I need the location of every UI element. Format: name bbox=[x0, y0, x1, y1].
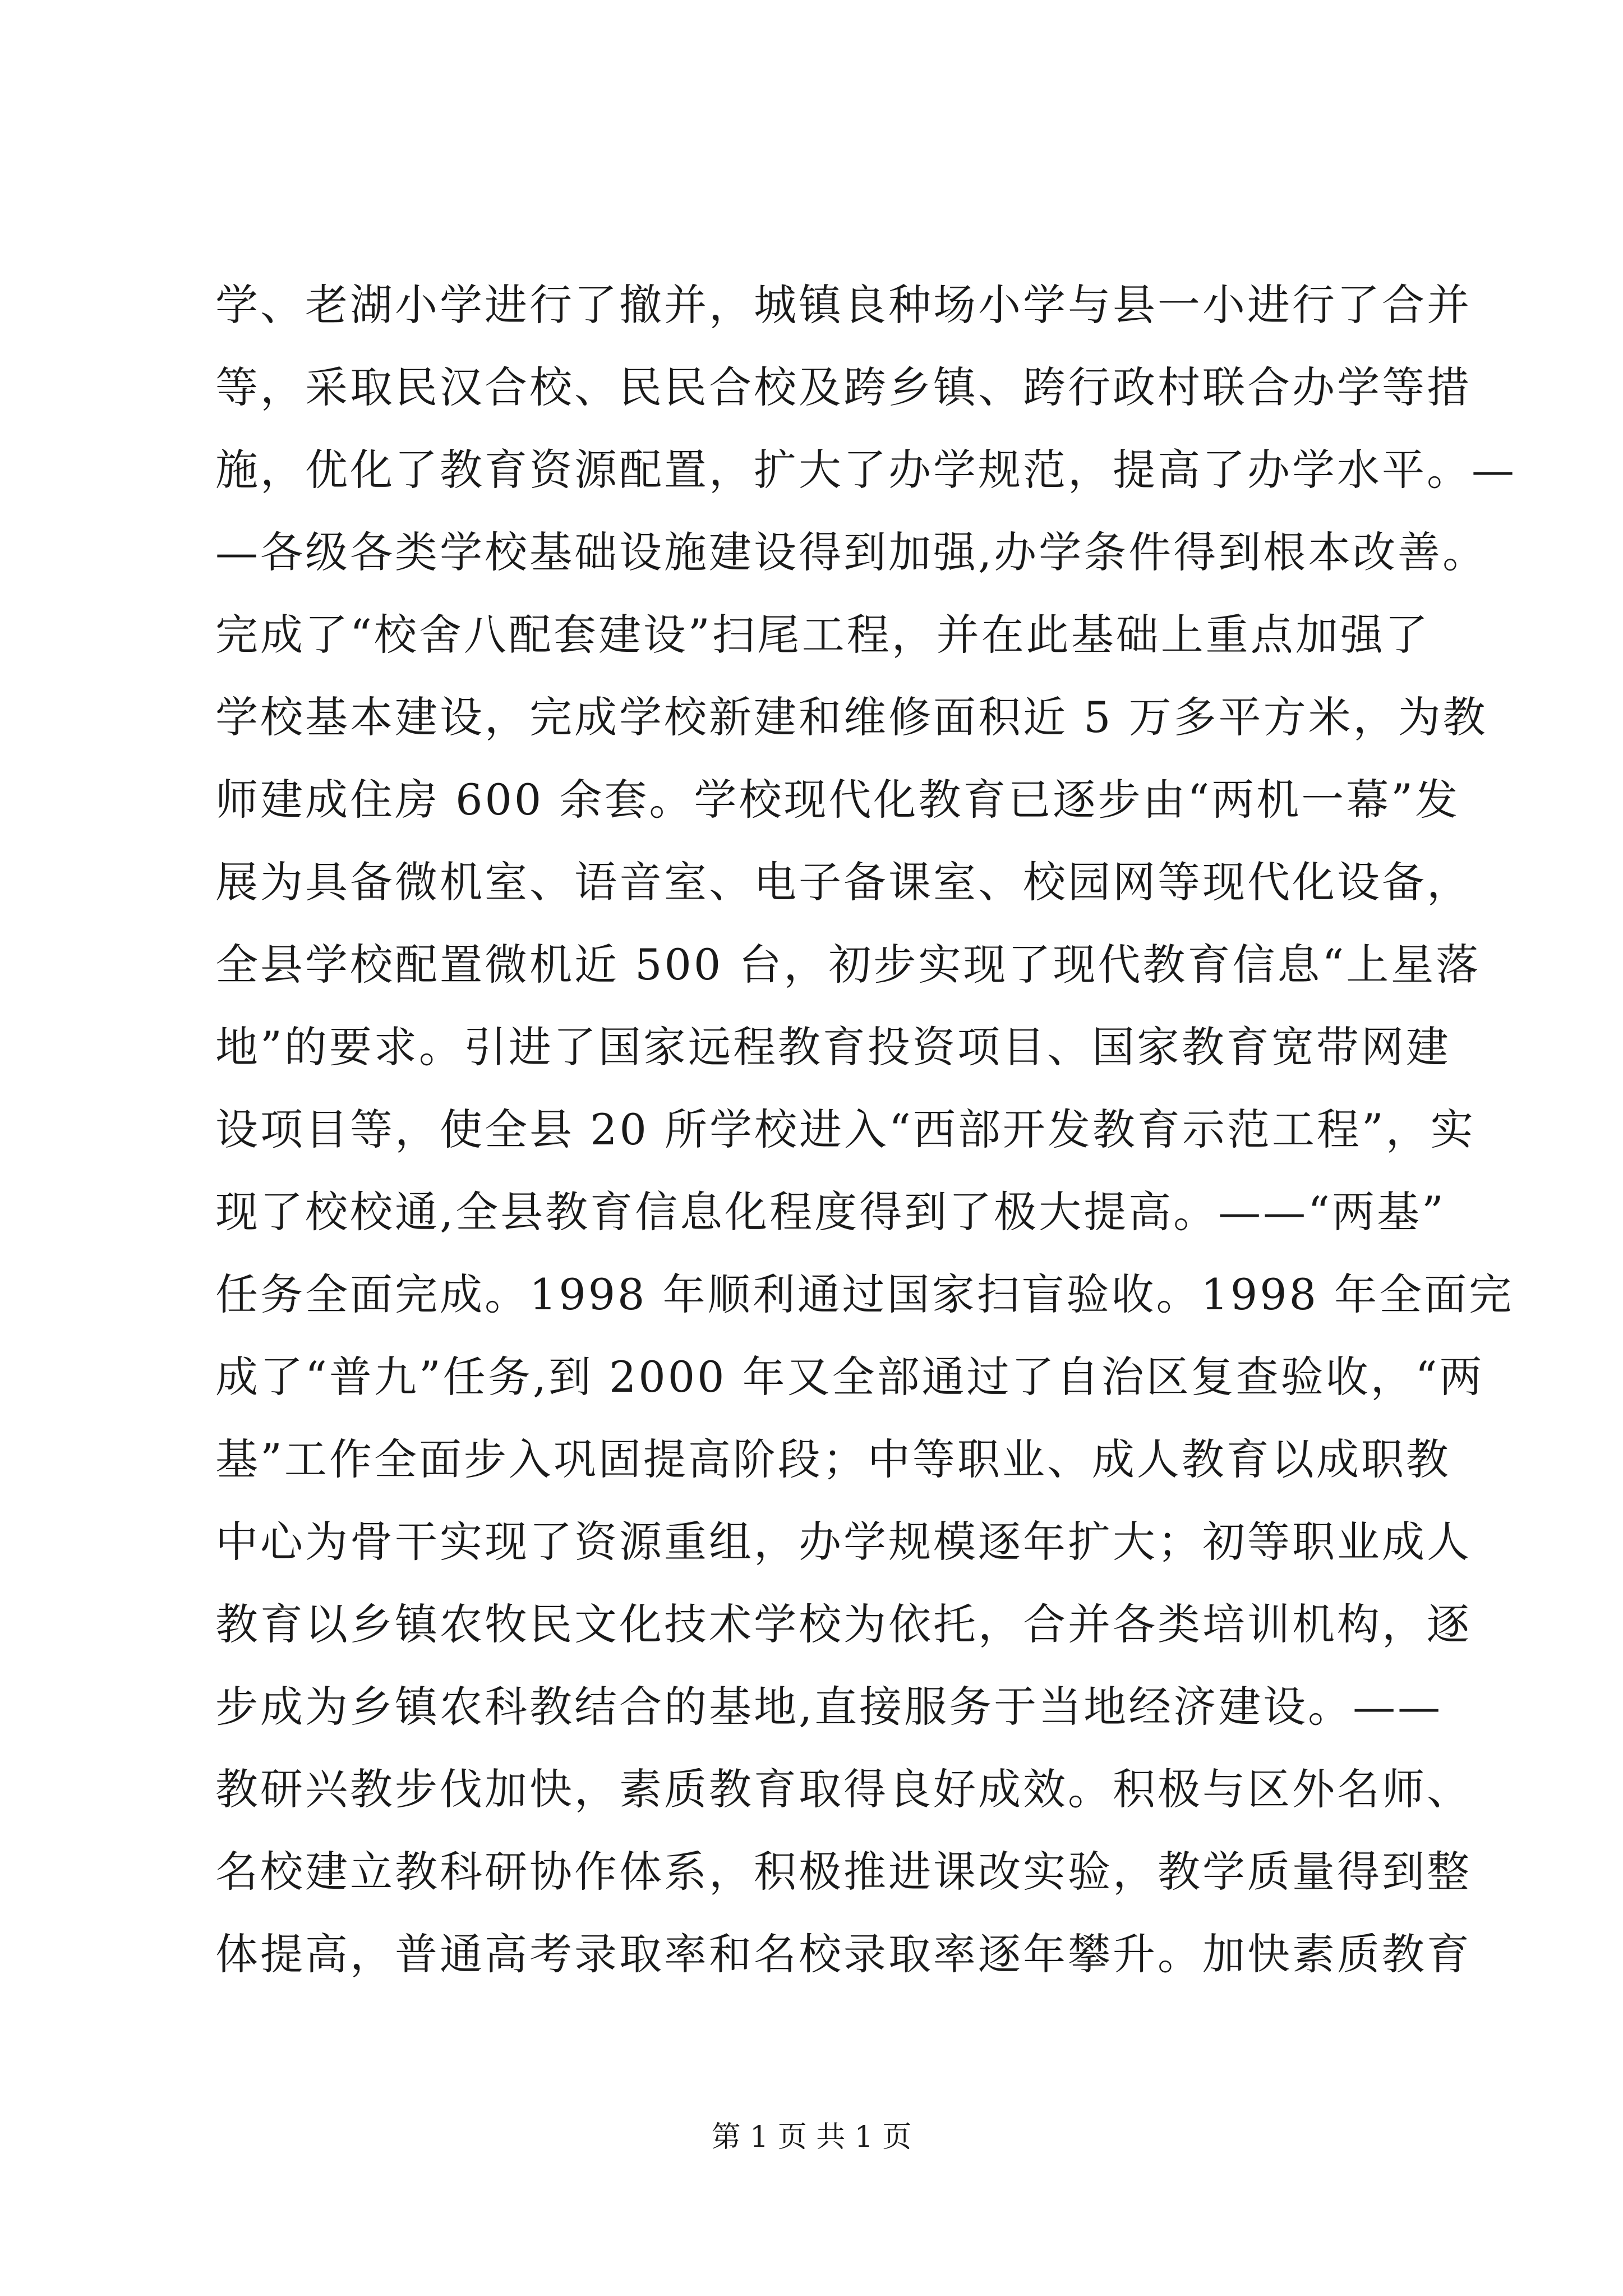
text-line: 完成了“校舍八配套建设”扫尾工程，并在此基础上重点加强了 bbox=[215, 610, 1430, 660]
page-number-footer: 第 1 页 共 1 页 bbox=[711, 2120, 912, 2154]
text-line: 任务全面完成。1998 年顺利通过国家扫盲验收。1998 年全面完 bbox=[215, 1269, 1514, 1319]
text-line: 设项目等，使全县 20 所学校进入“西部开发教育示范工程”，实 bbox=[215, 1105, 1476, 1154]
text-line: 体提高，普通高考录取率和名校录取率逐年攀升。加快素质教育 bbox=[215, 1929, 1472, 1979]
text-line: 教研兴教步伐加快，素质教育取得良好成效。积极与区外名师、 bbox=[215, 1764, 1472, 1814]
text-line: 全县学校配置微机近 500 台，初步实现了现代教育信息“上星落 bbox=[215, 940, 1481, 990]
text-line: 名校建立教科研协作体系，积极推进课改实验，教学质量得到整 bbox=[215, 1847, 1472, 1897]
text-line: 等，采取民汉合校、民民合校及跨乡镇、跨行政村联合办学等措 bbox=[215, 362, 1472, 412]
text-line: 地”的要求。引进了国家远程教育投资项目、国家教育宽带网建 bbox=[215, 1022, 1451, 1072]
text-line: 教育以乡镇农牧民文化技术学校为依托，合并各类培训机构，逐 bbox=[215, 1599, 1472, 1649]
body-text bbox=[215, 264, 1516, 1995]
text-line: 师建成住房 600 余套。学校现代化教育已逐步由“两机一幕”发 bbox=[215, 775, 1460, 825]
text-line: 中心为骨干实现了资源重组，办学规模逐年扩大；初等职业成人 bbox=[215, 1517, 1472, 1567]
text-line: 学、老湖小学进行了撤并，城镇良种场小学与县一小进行了合并 bbox=[215, 280, 1472, 330]
text-line: 现了校校通,全县教育信息化程度得到了极大提高。——“两基” bbox=[215, 1187, 1446, 1237]
text-line: 学校基本建设，完成学校新建和维修面积近 5 万多平方米，为教 bbox=[215, 692, 1488, 742]
text-line: 成了“普九”任务,到 2000 年又全部通过了自治区复查验收，“两 bbox=[215, 1352, 1484, 1402]
text-line: —各级各类学校基础设施建设得到加强,办学条件得到根本改善。 bbox=[215, 527, 1488, 577]
text-line: 展为具备微机室、语音室、电子备课室、校园网等现代化设备， bbox=[215, 857, 1472, 907]
text-line: 基”工作全面步入巩固提高阶段；中等职业、成人教育以成职教 bbox=[215, 1434, 1451, 1484]
text-line: 步成为乡镇农科教结合的基地,直接服务于当地经济建设。—— bbox=[215, 1682, 1443, 1732]
text-line: 施，优化了教育资源配置，扩大了办学规范，提高了办学水平。— bbox=[215, 445, 1516, 495]
